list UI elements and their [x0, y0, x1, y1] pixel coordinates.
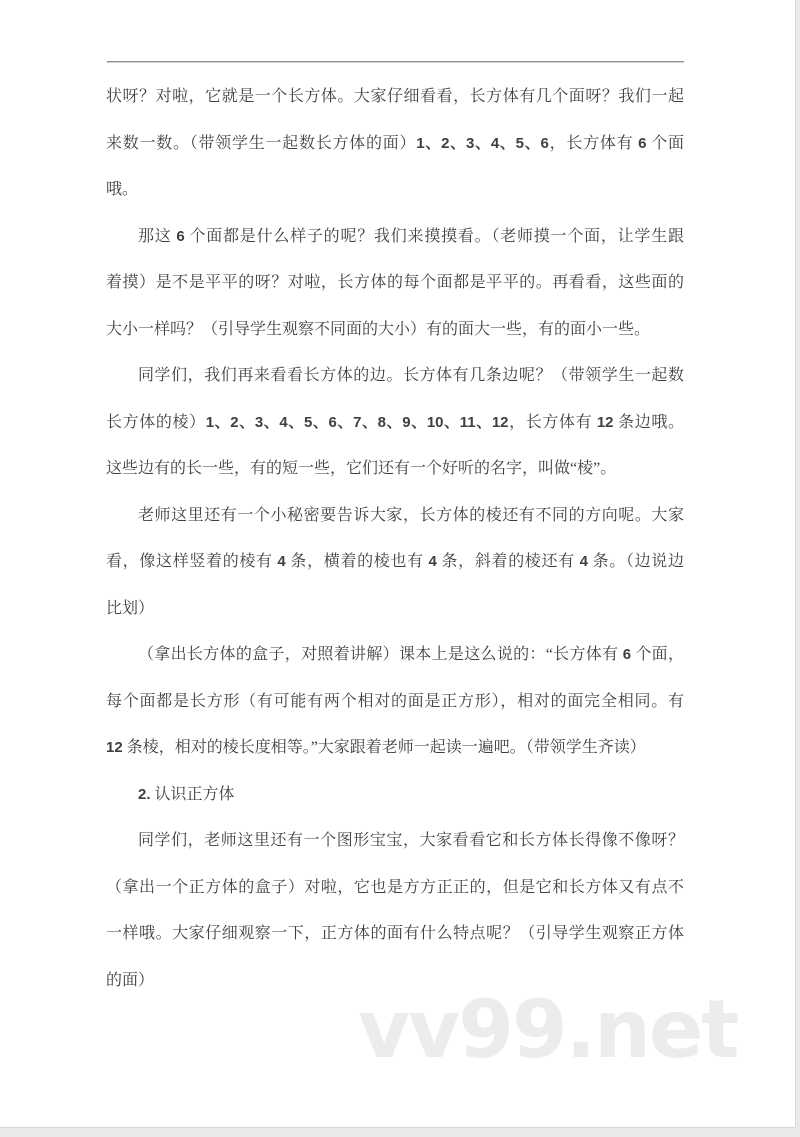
text-run: 一样哦。大家仔细观察一下，正方体的面有什么特点呢？（引导学生观察正方体: [106, 925, 684, 942]
text-line: [106, 632, 684, 679]
text-run: 认识正方体: [150, 785, 235, 803]
text-run: 条。（边说边: [587, 553, 684, 570]
text-run: 比划）: [106, 599, 155, 617]
text-run: 条棱，相对的棱长度相等。”大家跟着老师一起读一遍吧。（带领学生齐读）: [122, 739, 646, 756]
text-line: [106, 539, 684, 586]
watermark: vv99.net: [358, 983, 738, 1076]
bold-number: 1、2、3、4、5、6: [416, 134, 549, 152]
text-run: 条，斜着的棱还有: [436, 553, 580, 570]
text-run: 个面都是什么样子的呢？我们来摸摸看。（老师摸一个面，让学生跟: [184, 227, 684, 245]
bold-number: 12: [596, 413, 614, 431]
bold-number: 4: [277, 553, 286, 570]
text-line: [106, 911, 684, 958]
paragraph: [106, 493, 684, 633]
text-run: 来数一数。（带领学生一起数长方体的面）: [106, 134, 417, 152]
text-run: 那这: [138, 227, 177, 245]
text-run: 每个面都是长方形（有可能有两个相对的面是正方形），相对的面完全相同。有: [106, 692, 684, 710]
text-line: [106, 260, 684, 307]
text-run: 长方体的棱）: [106, 413, 206, 431]
document-body: [106, 74, 684, 1004]
text-line: [106, 772, 684, 819]
text-line: [106, 446, 684, 493]
bold-number: 6: [638, 134, 647, 152]
paragraph: [106, 772, 684, 819]
text-line: [106, 167, 684, 214]
paragraph: [106, 818, 684, 1004]
text-run: 条，横着的棱也有: [285, 553, 429, 570]
text-line: [106, 353, 684, 400]
text-line: [106, 865, 684, 912]
text-run: （拿出长方体的盒子，对照着讲解）课本上是这么说的：“长方体有: [138, 646, 623, 663]
text-run: 同学们，我们再来看看长方体的边。长方体有几条边呢？（带领学生一起数: [138, 367, 684, 384]
text-run: 同学们，老师这里还有一个图形宝宝，大家看看它和长方体长得像不像呀？: [138, 832, 684, 849]
header-divider: [107, 61, 684, 63]
text-line: [106, 818, 684, 865]
text-run: 着摸）是不是平平的呀？对啦，长方体的每个面都是平平的。再看看，这些面的: [106, 274, 684, 291]
bold-number: 1、2、3、4、5、6、7、8、9、10、11、12: [205, 413, 509, 431]
text-run: 个面，: [631, 646, 684, 663]
text-run: 条边哦。: [613, 413, 684, 431]
bold-number: 6: [176, 227, 185, 245]
text-run: 个面: [646, 134, 684, 152]
text-run: （拿出一个正方体的盒子）对啦，它也是方方正正的，但是它和长方体又有点不: [106, 878, 684, 896]
text-run: 老师这里还有一个小秘密要告诉大家，长方体的棱还有不同的方向呢。大家: [138, 506, 684, 524]
text-line: [106, 400, 684, 447]
paragraph: [106, 632, 684, 772]
paragraph: [106, 353, 684, 493]
text-line: [106, 725, 684, 772]
text-line: [106, 493, 684, 540]
paragraph: [106, 214, 684, 354]
paragraph: [106, 74, 684, 214]
text-run: 这些边有的长一些，有的短一些，它们还有一个好听的名字，叫做“棱”。: [106, 460, 617, 477]
text-line: [106, 586, 684, 633]
text-line: [106, 307, 684, 354]
text-run: 的面）: [106, 971, 155, 989]
text-run: 看，像这样竖着的棱有: [106, 553, 278, 570]
text-line: [106, 74, 684, 121]
text-line: [106, 121, 684, 168]
text-run: ，长方体有: [548, 134, 639, 152]
text-line: [106, 214, 684, 261]
text-line: [106, 679, 684, 726]
bold-number: 2.: [138, 785, 151, 803]
text-run: ，长方体有: [508, 413, 597, 431]
bold-number: 4: [579, 553, 588, 570]
text-run: 大小一样吗？（引导学生观察不同面的大小）有的面大一些，有的面小一些。: [106, 320, 651, 338]
text-run: 哦。: [106, 181, 139, 198]
bold-number: 6: [622, 646, 632, 663]
bold-number: 4: [428, 553, 437, 570]
bold-number: 12: [106, 739, 123, 756]
text-run: 状呀？对啦，它就是一个长方体。大家仔细看看，长方体有几个面呀？我们一起: [106, 88, 684, 105]
